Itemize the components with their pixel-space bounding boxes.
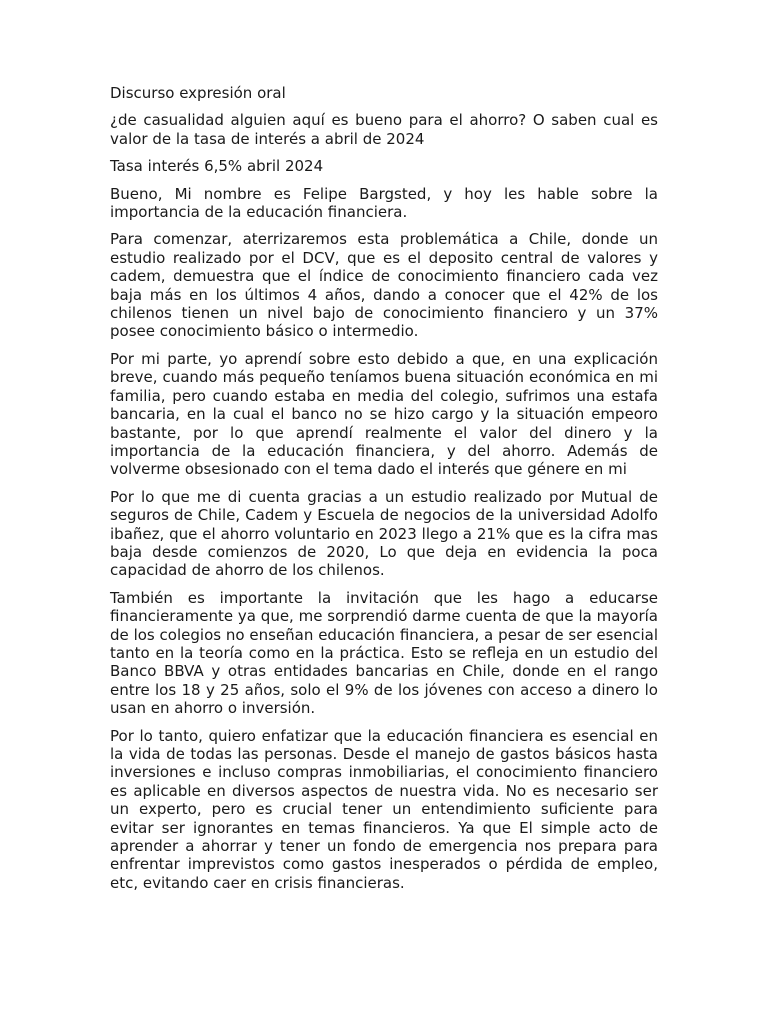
document-page (110, 84, 658, 901)
document-title: Discurso expresión oral (110, 84, 286, 102)
paragraph-savings-study: Por lo que me di cuenta gracias a un estudio realizado por Mutual de seguros de Chile, Cadem y Escuela de negocios de la universidad Adolfo ibañez, que el ahorro voluntario en 2023 llego a 21% que es la cifra mas baja desde comienzos de 2020, Lo que deja en evidencia la poca capacidad de ahorro de los chilenos. (110, 487, 658, 580)
paragraph-conclusion: Por lo tanto, quiero enfatizar que la educación financiera es esencial en la vida de todas las personas. Desde el manejo de gastos básicos hasta inversiones e incluso compras inmobiliarias, el conocimiento financiero es aplicable en diversos aspectos de nuestra vida. No es necesario ser un experto, pero es crucial tener un entendimiento suficiente para evitar ser ignorantes en temas financieros. Ya que El simple acto de aprender a ahorrar y tener un fondo de emergencia nos prepara para enfrentar imprevistos como gastos inesperados o pérdida de empleo, etc, evitando caer en crisis financieras. (110, 726, 658, 892)
paragraph-personal-story: Por mi parte, yo aprendí sobre esto debido a que, en una explicación breve, cuando más pequeño teníamos buena situación económica en mi familia, pero cuando estaba en media del colegio, sufrimos una estafa bancaria, en la cual el banco no se hizo cargo y la situación empeoro bastante, por lo que aprendí realmente el valor del dinero y la importancia de la educación financiera, y del ahorro. Además de volverme obsesionado con el tema dado el interés que génere en mi (110, 349, 658, 479)
paragraph-invitation: También es importante la invitación que les hago a educarse financieramente ya que, me sorprendió darme cuenta de que la mayoría de los colegios no enseñan educación financiera, a pesar de ser esencial tanto en la teoría como en la práctica. Esto se refleja en un estudio del Banco BBVA y otras entidades bancarias en Chile, donde en el rango entre los 18 y 25 años, solo el 9% de los jóvenes con acceso a dinero lo usan en ahorro o inversión. (110, 588, 658, 718)
paragraph-introduction: Bueno, Mi nombre es Felipe Bargsted, y hoy les hable sobre la importancia de la educación financiera. (110, 184, 658, 222)
paragraph-chile-study: Para comenzar, aterrizaremos esta problemática a Chile, donde un estudio realizado por el DCV, que es el deposito central de valores y cadem, demuestra que el índice de conocimiento financiero cada vez baja más en los últimos 4 años, dando a conocer que el 42% de los chilenos tienen un nivel bajo de conocimiento financiero y un 37% posee conocimiento básico o intermedio. (110, 230, 658, 341)
paragraph-interest-rate: Tasa interés 6,5% abril 2024 (110, 157, 324, 176)
paragraph-question: ¿de casualidad alguien aquí es bueno para el ahorro? O saben cual es valor de la tasa de interés a abril de 2024 (110, 111, 658, 148)
